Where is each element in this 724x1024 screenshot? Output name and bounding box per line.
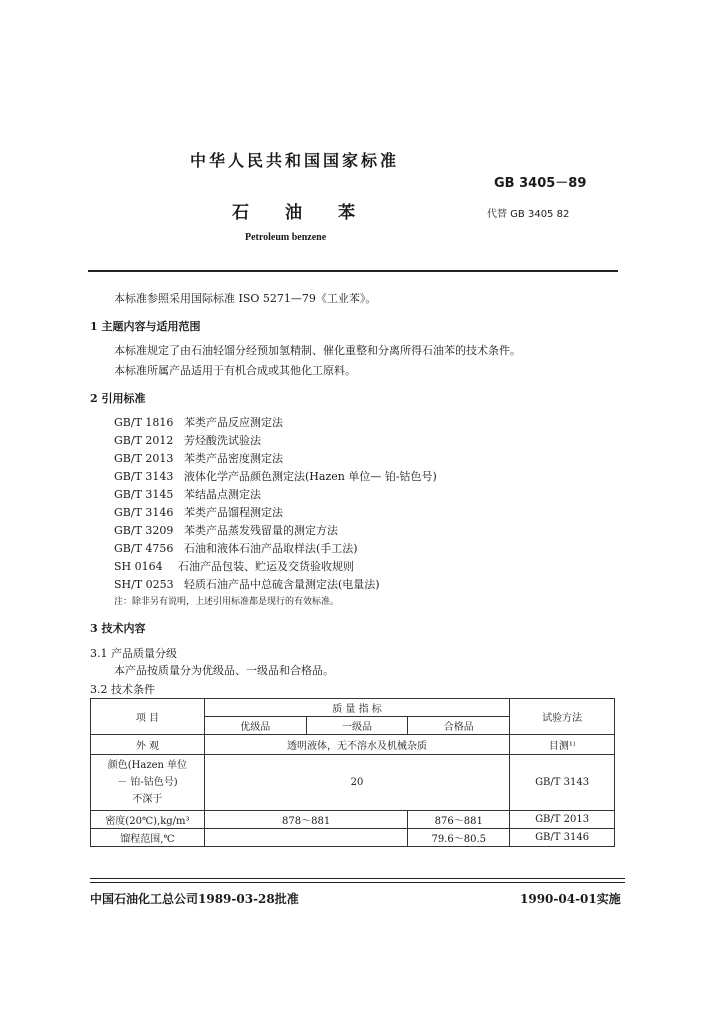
- item-distillation: 馏程范围,℃: [91, 829, 205, 847]
- reference-code: SH 0164: [114, 560, 163, 573]
- grade-first: 一级品: [306, 717, 408, 735]
- reference-item: [114, 558, 354, 574]
- section-3-heading: 3 技术内容: [90, 622, 146, 635]
- item-color: [91, 755, 205, 811]
- value-distillation-qualified: 79.6～80.5: [408, 829, 510, 847]
- reference-item: [114, 468, 437, 484]
- reference-item: [114, 540, 358, 556]
- standard-code: GB 3405－89: [494, 176, 587, 191]
- section-3-2-heading: 3.2 技术条件: [90, 683, 155, 696]
- english-title: Petroleum benzene: [245, 232, 327, 243]
- reference-name: 苯类产品蒸发残留量的测定方法: [184, 524, 338, 537]
- title-char: 苯: [338, 203, 355, 223]
- reference-code: GB/T 3146: [114, 506, 174, 519]
- value-density-qualified: 876～881: [408, 811, 510, 829]
- section-3-1-heading: 3.1 产品质量分级: [90, 647, 177, 660]
- reference-name: 苯类产品馏程测定法: [184, 506, 283, 519]
- reference-code: GB/T 1816: [114, 416, 174, 429]
- value-distillation-premium-first: [204, 829, 408, 847]
- references-note: 注：除非另有说明，上述引用标准都是现行的有效标准。: [114, 597, 340, 607]
- reference-item: [114, 414, 283, 430]
- section-1-heading: 1 主题内容与适用范围: [90, 320, 201, 333]
- title-char: 油: [285, 203, 302, 223]
- header-rule: [88, 270, 618, 272]
- reference-item: [114, 432, 261, 448]
- section-2-heading: 2 引用标准: [90, 392, 146, 405]
- reference-name: 苯类产品反应测定法: [184, 416, 283, 429]
- table-row: [91, 811, 615, 829]
- reference-code: GB/T 4756: [114, 542, 174, 555]
- grade-qualified: 合格品: [408, 717, 510, 735]
- section-1-para-2: 本标准所属产品适用于有机合成或其他化工原料。: [114, 364, 356, 377]
- approval-line: 中国石油化工总公司1989-03-28批准: [90, 892, 299, 906]
- section-1-para-1: 本标准规定了由石油轻馏分经预加氢精制、催化重整和分离所得石油苯的技术条件。: [114, 344, 521, 357]
- reference-item: [114, 486, 261, 502]
- effective-date: 1990-04-01实施: [520, 892, 621, 906]
- grade-premium: 优级品: [204, 717, 306, 735]
- document-title: [232, 198, 391, 223]
- reference-name: 苯结晶点测定法: [184, 488, 261, 501]
- reference-code: GB/T 3145: [114, 488, 174, 501]
- replaces-standard: 代替 GB 3405 82: [487, 209, 570, 220]
- reference-name: 苯类产品密度测定法: [184, 452, 283, 465]
- reference-code: GB/T 2012: [114, 434, 174, 447]
- intro-text: 本标准参照采用国际标准 ISO 5271—79《工业苯》。: [114, 292, 377, 305]
- header-quality: 质 量 指 标: [204, 699, 509, 717]
- section-3-1-text: 本产品按质量分为优级品、一级品和合格品。: [114, 664, 334, 677]
- reference-code: GB/T 2013: [114, 452, 174, 465]
- table-row: [91, 829, 615, 847]
- item-color-line: 不深于: [132, 794, 163, 805]
- method-appearance: 目测¹⁾: [510, 735, 615, 755]
- reference-name: 液体化学产品颜色测定法(Hazen 单位— 铂-钴色号): [184, 470, 437, 483]
- table-row: [91, 735, 615, 755]
- reference-code: GB/T 3209: [114, 524, 174, 537]
- method-color: GB/T 3143: [510, 755, 615, 811]
- item-color-line: 颜色(Hazen 单位: [107, 760, 188, 771]
- table-header-row: [91, 699, 615, 717]
- reference-name: 石油产品包装、贮运及交货验收规则: [178, 560, 354, 573]
- item-appearance: 外 观: [91, 735, 205, 755]
- value-color: 20: [204, 755, 509, 811]
- issuing-body: 中华人民共和国国家标准: [190, 151, 400, 170]
- reference-name: 石油和液体石油产品取样法(手工法): [184, 542, 358, 555]
- header-item: 项 目: [91, 699, 205, 735]
- footer-rule: [90, 882, 625, 883]
- reference-name: 芳烃酸洗试验法: [184, 434, 261, 447]
- reference-item: [114, 522, 338, 538]
- value-density-premium-first: 878～881: [204, 811, 408, 829]
- reference-code: GB/T 3143: [114, 470, 174, 483]
- footer-rule: [90, 878, 625, 879]
- item-color-line: － 铂-钴色号): [117, 777, 178, 788]
- header-method: 试验方法: [510, 699, 615, 735]
- reference-item: [114, 576, 380, 592]
- title-char: 石: [232, 203, 249, 223]
- value-appearance: 透明液体，无不溶水及机械杂质: [204, 735, 509, 755]
- spec-table: [90, 698, 615, 847]
- reference-name: 轻质石油产品中总硫含量测定法(电量法): [184, 578, 380, 591]
- reference-code: SH/T 0253: [114, 578, 174, 591]
- method-distillation: GB/T 3146: [510, 829, 615, 847]
- method-density: GB/T 2013: [510, 811, 615, 829]
- reference-item: [114, 450, 283, 466]
- table-row: [91, 755, 615, 811]
- reference-item: [114, 504, 283, 520]
- item-density: 密度(20℃),kg/m³: [91, 811, 205, 829]
